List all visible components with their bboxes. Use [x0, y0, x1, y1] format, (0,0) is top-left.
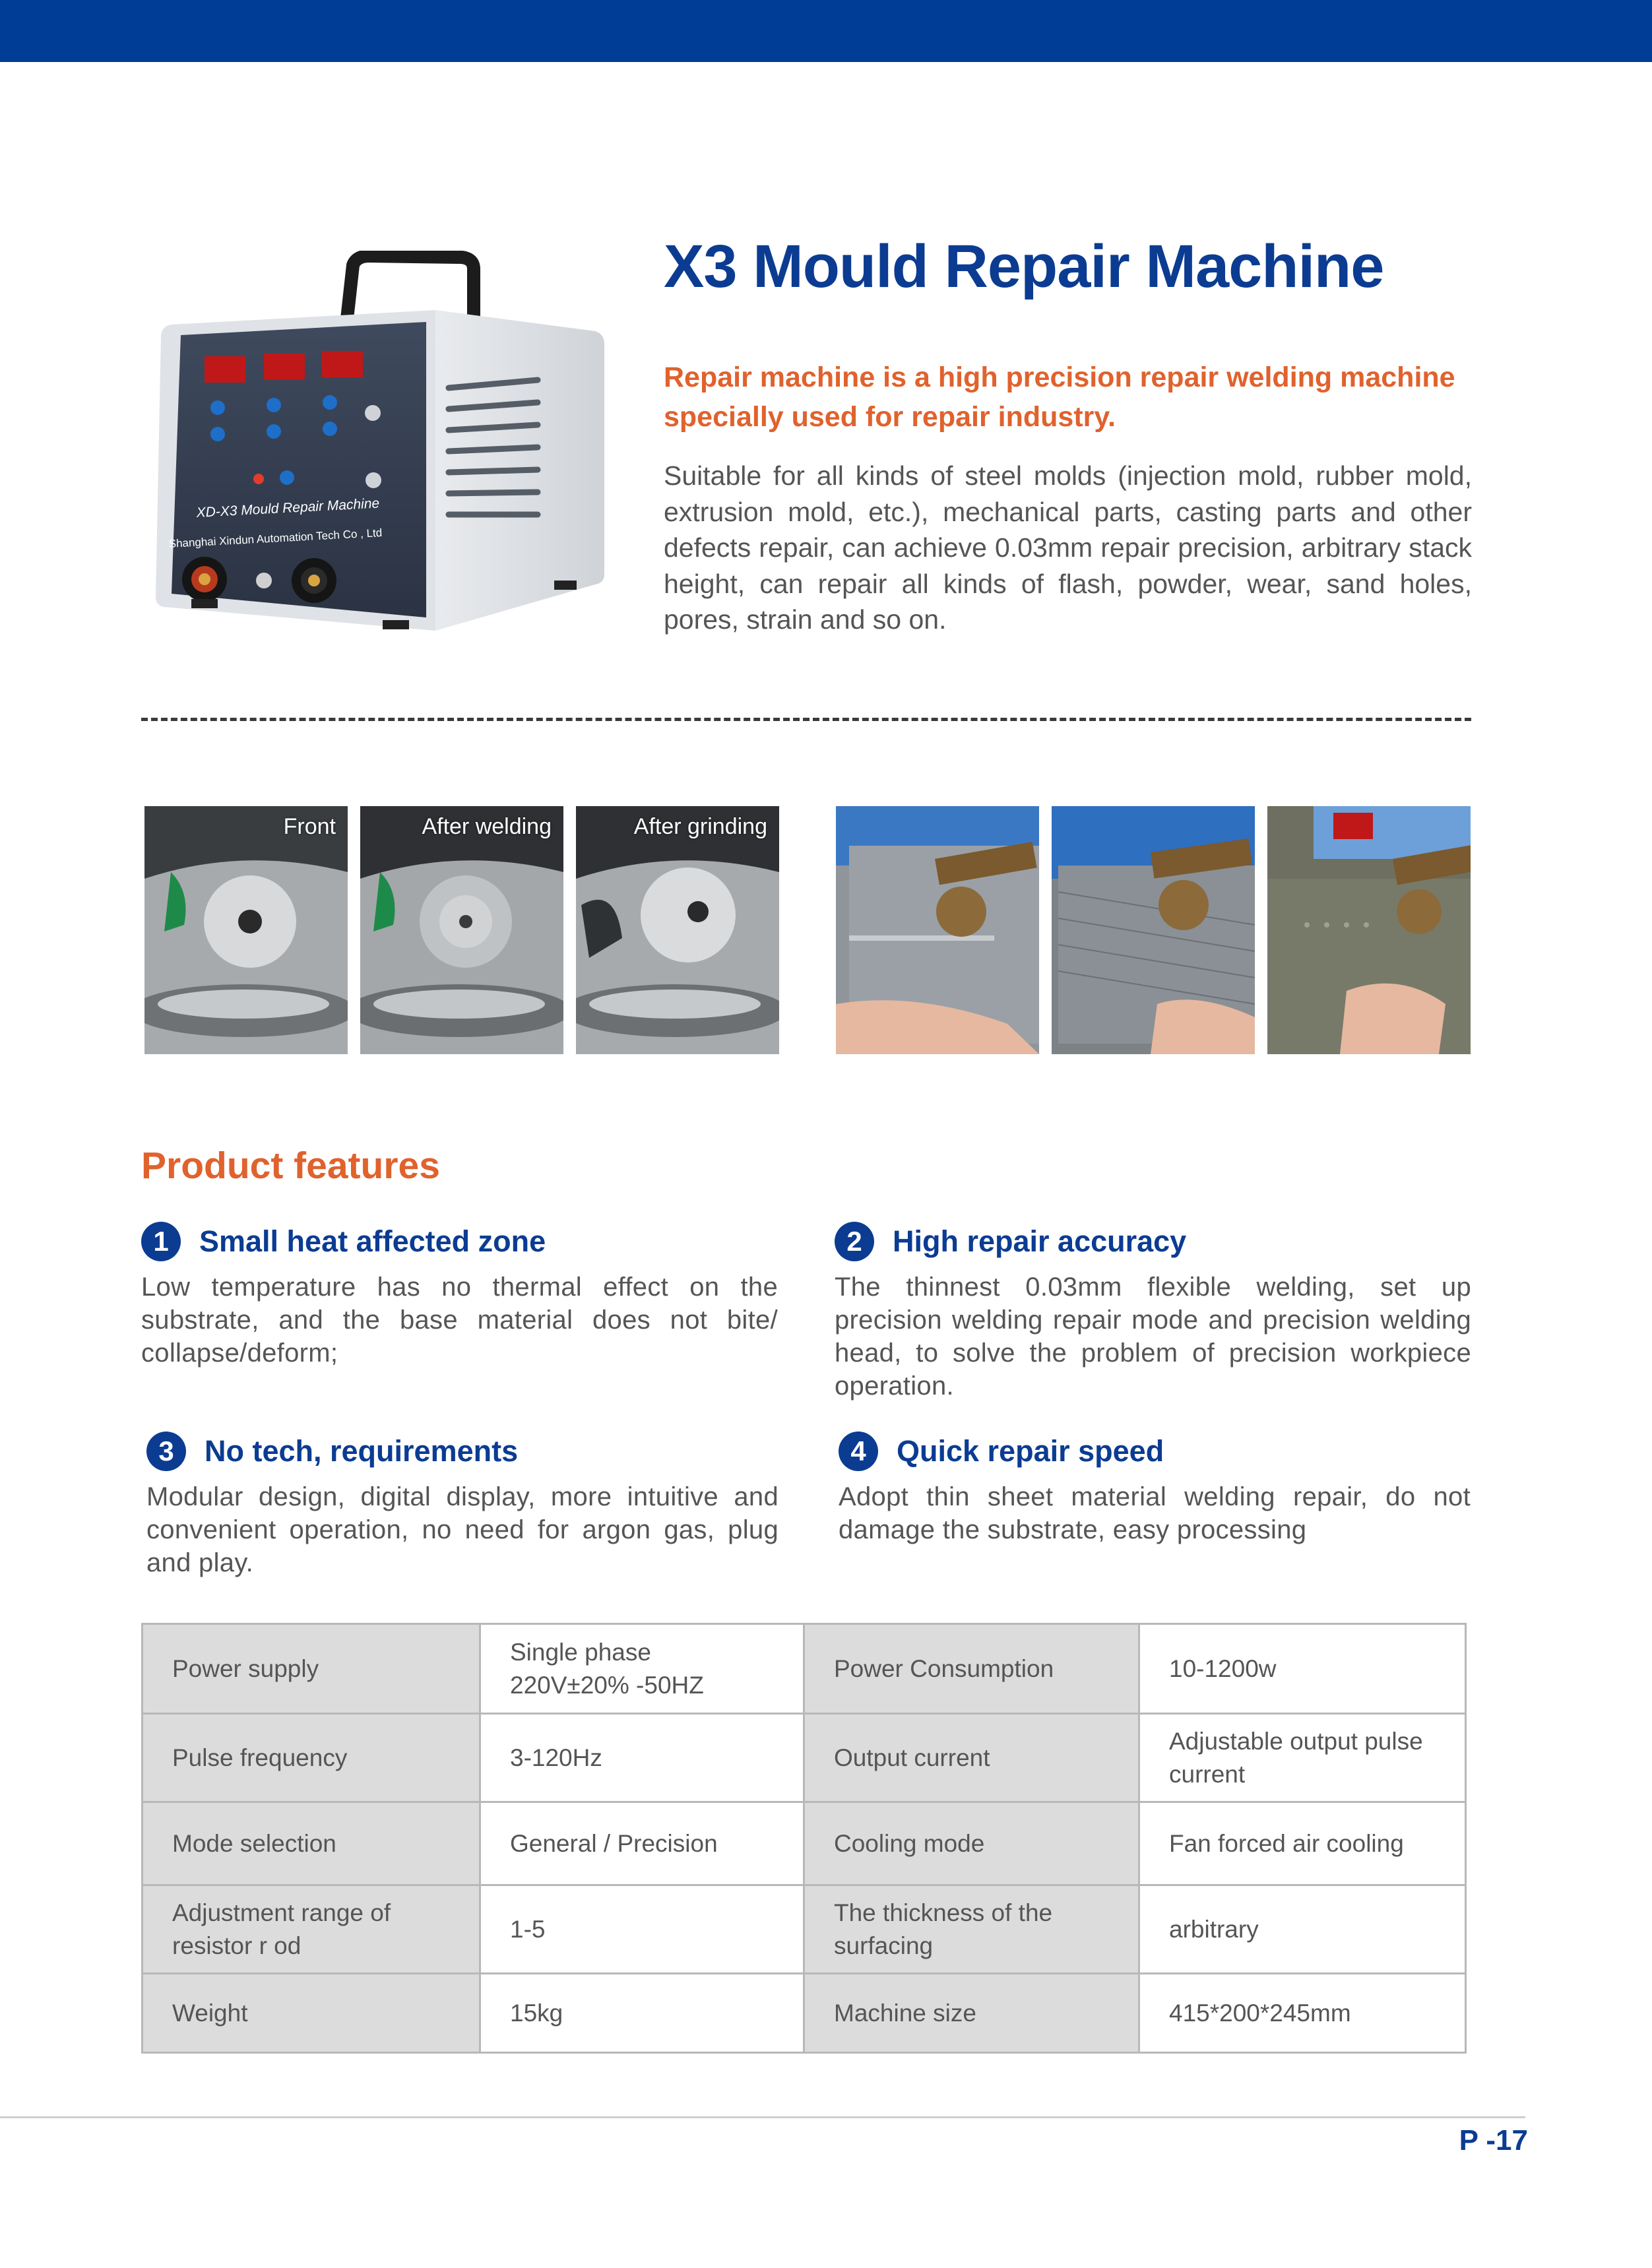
spec-label: Output current	[804, 1714, 1139, 1802]
feature-1-title: Small heat affected zone	[199, 1224, 546, 1258]
photo-welding-demo-2	[1052, 806, 1255, 1054]
page-number: P -17	[1459, 2124, 1528, 2157]
spec-table	[141, 1623, 1467, 2054]
spec-value: Adjustable output pulse current	[1139, 1714, 1466, 1802]
machine-company-label: Shanghai Xindun Automation Tech Co , Ltd	[168, 526, 383, 550]
product-subtitle: Repair machine is a high precision repair welding machine specially used for repair industry.	[664, 362, 1455, 433]
feature-4-title: Quick repair speed	[897, 1434, 1164, 1468]
dashed-divider	[141, 718, 1471, 721]
feature-number-badge: 4	[839, 1432, 878, 1471]
spec-value: 10-1200w	[1139, 1624, 1466, 1714]
spec-label: Mode selection	[143, 1802, 480, 1885]
feature-4-header	[839, 1432, 1164, 1471]
spec-label: Machine size	[804, 1974, 1139, 2053]
feature-number-badge: 1	[141, 1222, 181, 1261]
spec-value: Single phase 220V±20% -50HZ	[480, 1624, 804, 1714]
spec-label: Cooling mode	[804, 1802, 1139, 1885]
product-description: Suitable for all kinds of steel molds (injection mold, rubber mold, extrusion mold, etc.), mechanical parts, casting parts and other defects repair, can achieve 0.03mm repair precision, arbitrary stack height, can repair all kinds of flash, powder, wear, sand holes, pores, strain and so on.	[664, 460, 1472, 635]
spec-value: Fan forced air cooling	[1139, 1802, 1466, 1885]
spec-value: 15kg	[480, 1974, 804, 2053]
feature-3-title: No tech, requirements	[205, 1434, 519, 1468]
feature-2-title: High repair accuracy	[893, 1224, 1187, 1258]
feature-1-description: Low temperature has no thermal effect on the substrate, and the base material does not bite/ collapse/deform;	[141, 1273, 778, 1368]
top-bar	[0, 0, 1652, 62]
spec-label: Pulse frequency	[143, 1714, 480, 1802]
table-row	[143, 1802, 1466, 1885]
spec-label: Power Consumption	[804, 1624, 1139, 1714]
spec-value: 415*200*245mm	[1139, 1974, 1466, 2053]
photo-caption-after-welding: After welding	[422, 814, 552, 839]
photo-after-welding	[360, 806, 563, 1054]
feature-number-badge: 2	[835, 1222, 874, 1261]
table-row	[143, 1714, 1466, 1802]
feature-1-header	[141, 1222, 546, 1261]
feature-3-header	[146, 1432, 518, 1471]
spec-label: Adjustment range of resistor r od	[143, 1885, 480, 1974]
product-title: X3 Mould Repair Machine	[664, 233, 1384, 300]
photo-welding-demo-1	[836, 806, 1039, 1054]
machine-panel-label: XD-X3 Mould Repair Machine	[196, 495, 380, 520]
features-heading: Product features	[141, 1145, 440, 1187]
feature-number-badge: 3	[146, 1432, 186, 1471]
photo-welding-demo-3	[1267, 806, 1471, 1054]
photo-front	[144, 806, 348, 1054]
spec-value: 1-5	[480, 1885, 804, 1974]
spec-value: General / Precision	[480, 1802, 804, 1885]
feature-3-description: Modular design, digital display, more intuitive and convenient operation, no need for argon gas, plug and play.	[146, 1482, 778, 1577]
photo-caption-after-grinding: After grinding	[633, 814, 767, 839]
feature-2-description: The thinnest 0.03mm flexible welding, set up precision welding repair mode and precision welding head, to solve the problem of precision workpiece operation.	[835, 1273, 1471, 1401]
footer-rule	[0, 2116, 1525, 2118]
spec-label: Weight	[143, 1974, 480, 2053]
table-row	[143, 1885, 1466, 1974]
machine-image	[152, 251, 614, 660]
photo-caption-front: Front	[283, 814, 336, 839]
feature-2-header	[835, 1222, 1186, 1261]
spec-label: Power supply	[143, 1624, 480, 1714]
photo-after-grinding	[576, 806, 779, 1054]
spec-value: 3-120Hz	[480, 1714, 804, 1802]
table-row	[143, 1974, 1466, 2053]
table-row	[143, 1624, 1466, 1714]
spec-value: arbitrary	[1139, 1885, 1466, 1974]
feature-4-description: Adopt thin sheet material welding repair, do not damage the substrate, easy processing	[839, 1482, 1471, 1544]
spec-label: The thickness of the surfacing	[804, 1885, 1139, 1974]
